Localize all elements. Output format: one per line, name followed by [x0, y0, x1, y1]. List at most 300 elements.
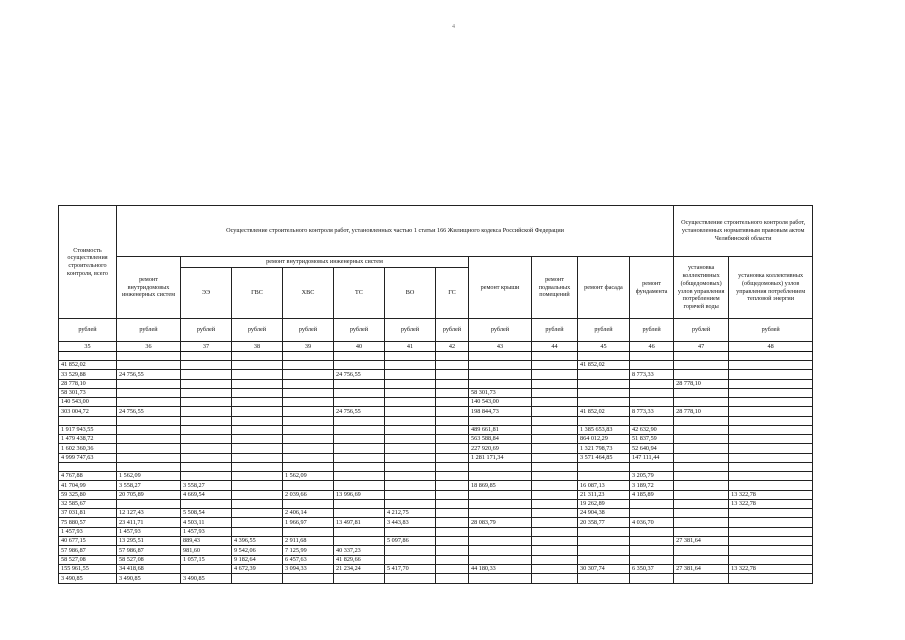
table-cell: 3 571 464,85 [578, 453, 630, 462]
unit-cell: рублей [181, 319, 232, 342]
table-cell: 3 558,27 [117, 481, 181, 490]
table-row [59, 407, 813, 416]
unit-cell: рублей [334, 319, 385, 342]
table-cell [436, 435, 469, 444]
table-cell [469, 462, 532, 471]
table-cell: 1 602 360,36 [59, 444, 117, 453]
table-cell: 1 457,93 [181, 527, 232, 536]
table-cell [630, 574, 674, 583]
table-cell: 33 529,88 [59, 370, 117, 379]
table-cell: 303 004,72 [59, 407, 117, 416]
table-cell [117, 462, 181, 471]
table-cell [232, 407, 283, 416]
table-cell [436, 499, 469, 508]
table-cell: 23 411,71 [117, 518, 181, 527]
page-mark: 4 [452, 24, 455, 30]
table-cell [436, 388, 469, 397]
table-cell [385, 398, 436, 407]
unit-cell: рублей [469, 319, 532, 342]
table-cell [232, 453, 283, 462]
table-cell [578, 471, 630, 480]
table-cell [436, 471, 469, 480]
table-cell: 13 497,81 [334, 518, 385, 527]
table-cell [436, 416, 469, 425]
table-cell: 1 281 171,34 [469, 453, 532, 462]
table-cell [117, 361, 181, 370]
table-cell [578, 462, 630, 471]
table-cell [469, 490, 532, 499]
table-cell [674, 527, 729, 536]
table-row [59, 453, 813, 462]
header-engineering-systems: ремонт внутридомовых инженерных систем [181, 257, 469, 268]
table-cell [385, 453, 436, 462]
table-cell [232, 388, 283, 397]
table-row [59, 379, 813, 388]
table-cell [532, 444, 578, 453]
table-cell [436, 564, 469, 573]
table-cell [117, 453, 181, 462]
table-cell [283, 352, 334, 361]
table-cell [334, 499, 385, 508]
table-cell: 4 669,54 [181, 490, 232, 499]
table-cell: 3 443,83 [385, 518, 436, 527]
table-cell [385, 407, 436, 416]
table-row [59, 370, 813, 379]
table-cell [385, 471, 436, 480]
table-row [59, 471, 813, 480]
header-hvs: ХВС [283, 268, 334, 319]
table-cell [436, 407, 469, 416]
table-cell: 40 677,15 [59, 537, 117, 546]
table-cell [578, 527, 630, 536]
table-cell: 5 097,86 [385, 537, 436, 546]
table-cell [578, 537, 630, 546]
table-cell: 9 542,06 [232, 546, 283, 555]
column-number: 42 [436, 342, 469, 352]
table-cell: 3 205,79 [630, 471, 674, 480]
table-cell [436, 361, 469, 370]
table-cell: 24 756,55 [117, 370, 181, 379]
table-cell: 3 094,33 [283, 564, 334, 573]
table-cell [630, 527, 674, 536]
table-cell [283, 388, 334, 397]
table-cell [283, 370, 334, 379]
column-number: 44 [532, 342, 578, 352]
table-cell [436, 537, 469, 546]
table-cell [436, 527, 469, 536]
table-cell [181, 453, 232, 462]
table-cell [674, 352, 729, 361]
table-cell [729, 398, 813, 407]
table-cell [729, 435, 813, 444]
table-row [59, 416, 813, 425]
table-cell: 16 087,13 [578, 481, 630, 490]
table-cell: 155 961,55 [59, 564, 117, 573]
table-row [59, 398, 813, 407]
column-number: 46 [630, 342, 674, 352]
table-cell [532, 518, 578, 527]
table-cell [469, 527, 532, 536]
table-cell [385, 416, 436, 425]
table-cell [181, 398, 232, 407]
table-cell [232, 527, 283, 536]
table-cell [117, 425, 181, 434]
table-cell [385, 462, 436, 471]
table-cell [436, 453, 469, 462]
table-cell [385, 425, 436, 434]
table-cell [630, 546, 674, 555]
table-cell: 13 996,69 [334, 490, 385, 499]
table-cell [532, 361, 578, 370]
table-cell [674, 555, 729, 564]
table-cell [532, 352, 578, 361]
header-facade: ремонт фасада [578, 257, 630, 319]
table-cell [436, 379, 469, 388]
table-cell [117, 398, 181, 407]
table-cell [532, 509, 578, 518]
table-cell [232, 416, 283, 425]
table-cell: 4 672,39 [232, 564, 283, 573]
table-cell: 41 704,99 [59, 481, 117, 490]
table-cell [232, 490, 283, 499]
table-cell [232, 471, 283, 480]
column-number: 38 [232, 342, 283, 352]
table-cell [630, 537, 674, 546]
table-cell: 58 301,73 [469, 388, 532, 397]
table-cell [469, 499, 532, 508]
table-cell: 4 767,88 [59, 471, 117, 480]
table-cell [283, 361, 334, 370]
table-cell [436, 462, 469, 471]
table-cell [334, 425, 385, 434]
table-cell: 4 999 747,63 [59, 453, 117, 462]
table-cell [729, 555, 813, 564]
column-number: 35 [59, 342, 117, 352]
table-cell [385, 379, 436, 388]
table-cell [532, 388, 578, 397]
table-cell [334, 379, 385, 388]
table-cell [674, 361, 729, 370]
table-cell [674, 370, 729, 379]
table-cell: 9 182,64 [232, 555, 283, 564]
unit-cell: рублей [578, 319, 630, 342]
table-cell [729, 481, 813, 490]
table-cell [385, 481, 436, 490]
table-cell [283, 379, 334, 388]
table-cell [729, 370, 813, 379]
table-cell [436, 546, 469, 555]
table-cell [334, 388, 385, 397]
unit-cell: рублей [674, 319, 729, 342]
table-cell [283, 435, 334, 444]
table-row [59, 481, 813, 490]
table-cell [334, 361, 385, 370]
table-cell [334, 398, 385, 407]
table-cell [232, 425, 283, 434]
table-cell: 12 127,43 [117, 509, 181, 518]
table-cell [117, 379, 181, 388]
table-cell [385, 527, 436, 536]
table-cell: 1 917 943,55 [59, 425, 117, 434]
table-cell: 37 031,81 [59, 509, 117, 518]
table-row [59, 564, 813, 573]
table-cell [729, 407, 813, 416]
table-cell: 58 301,73 [59, 388, 117, 397]
table-cell: 58 527,08 [59, 555, 117, 564]
table-cell: 24 756,55 [117, 407, 181, 416]
table-cell [181, 462, 232, 471]
table-cell [232, 352, 283, 361]
table-cell [729, 453, 813, 462]
unit-cell: рублей [532, 319, 578, 342]
table-cell [532, 425, 578, 434]
table-cell [674, 574, 729, 583]
table-cell [729, 471, 813, 480]
table-cell [232, 398, 283, 407]
table-cell [181, 471, 232, 480]
table-cell: 13 322,78 [729, 490, 813, 499]
table-cell [674, 546, 729, 555]
table-cell [532, 555, 578, 564]
table-cell [674, 509, 729, 518]
table-cell: 58 527,08 [117, 555, 181, 564]
table-cell [283, 481, 334, 490]
cost-table [58, 205, 813, 584]
table-cell: 24 904,38 [578, 509, 630, 518]
table-cell: 41 852,02 [578, 361, 630, 370]
table-cell [469, 352, 532, 361]
table-cell [578, 388, 630, 397]
table-cell [674, 435, 729, 444]
table-cell [283, 444, 334, 453]
table-cell [532, 564, 578, 573]
table-cell [436, 444, 469, 453]
column-number: 40 [334, 342, 385, 352]
table-cell [532, 398, 578, 407]
table-cell [385, 546, 436, 555]
table-cell [334, 462, 385, 471]
table-row [59, 546, 813, 555]
table-cell [334, 537, 385, 546]
table-cell: 1 385 653,83 [578, 425, 630, 434]
table-cell [334, 471, 385, 480]
table-cell [385, 574, 436, 583]
table-cell: 18 869,85 [469, 481, 532, 490]
table-cell: 8 773,33 [630, 407, 674, 416]
table-cell: 7 125,99 [283, 546, 334, 555]
table-cell [181, 435, 232, 444]
unit-cell: рублей [283, 319, 334, 342]
table-cell [729, 546, 813, 555]
table-cell: 140 543,00 [469, 398, 532, 407]
table-cell [630, 555, 674, 564]
table-cell [729, 527, 813, 536]
table-cell [630, 509, 674, 518]
table-cell [232, 499, 283, 508]
column-number: 37 [181, 342, 232, 352]
table-cell: 5 417,70 [385, 564, 436, 573]
table-cell [532, 527, 578, 536]
table-cell: 8 773,33 [630, 370, 674, 379]
table-cell: 13 295,51 [117, 537, 181, 546]
table-cell: 563 588,84 [469, 435, 532, 444]
table-cell [729, 388, 813, 397]
header-heat-units: установка коллективных (общедомовых) узлов управления потреблением тепловой энергии [729, 257, 813, 319]
table-cell [334, 481, 385, 490]
table-cell [674, 416, 729, 425]
unit-cell: рублей [436, 319, 469, 342]
table-cell [729, 361, 813, 370]
table-cell: 34 418,68 [117, 564, 181, 573]
table-cell [181, 379, 232, 388]
table-cell: 1 457,93 [59, 527, 117, 536]
table-cell [729, 462, 813, 471]
table-cell [729, 425, 813, 434]
table-row [59, 462, 813, 471]
table-row [59, 352, 813, 361]
table-row [59, 425, 813, 434]
table-cell: 227 920,69 [469, 444, 532, 453]
table-cell [232, 462, 283, 471]
table-cell [674, 398, 729, 407]
table-cell [532, 462, 578, 471]
table-cell: 4 503,11 [181, 518, 232, 527]
table-cell: 1 457,93 [117, 527, 181, 536]
table-cell [283, 425, 334, 434]
table-cell [532, 407, 578, 416]
table-cell: 44 180,33 [469, 564, 532, 573]
table-cell [232, 370, 283, 379]
table-cell [674, 471, 729, 480]
table-cell [436, 481, 469, 490]
table-cell [436, 398, 469, 407]
table-cell: 27 381,64 [674, 537, 729, 546]
table-cell: 42 632,90 [630, 425, 674, 434]
table-cell [181, 444, 232, 453]
table-cell [469, 361, 532, 370]
table-cell: 1 479 438,72 [59, 435, 117, 444]
unit-cell: рублей [59, 319, 117, 342]
table-cell: 1 562,09 [117, 471, 181, 480]
table-cell: 21 311,23 [578, 490, 630, 499]
table-cell [532, 481, 578, 490]
header-cost-total: Стоимость осуществления строительного контроля, всего [59, 206, 117, 319]
table-cell [59, 462, 117, 471]
table-cell: 1 966,97 [283, 518, 334, 527]
table-cell [532, 537, 578, 546]
table-cell [630, 416, 674, 425]
table-cell: 3 490,85 [117, 574, 181, 583]
table-cell [232, 518, 283, 527]
table-cell [181, 370, 232, 379]
table-cell: 198 844,73 [469, 407, 532, 416]
table-cell: 52 640,94 [630, 444, 674, 453]
table-cell [532, 435, 578, 444]
table-cell [674, 425, 729, 434]
header-side-group: Осуществление строительного контроля работ, установленных нормативным правовым актом Челябинской области [674, 206, 813, 257]
table-cell: 489 661,81 [469, 425, 532, 434]
table-cell [729, 574, 813, 583]
header-ts: ТС [334, 268, 385, 319]
header-basement: ремонт подвальных помещений [532, 257, 578, 319]
table-cell [117, 352, 181, 361]
table-cell: 2 911,68 [283, 537, 334, 546]
table-cell: 21 234,24 [334, 564, 385, 573]
table-cell [232, 509, 283, 518]
table-cell: 3 189,72 [630, 481, 674, 490]
table-cell [532, 453, 578, 462]
header-foundation: ремонт фундамента [630, 257, 674, 319]
table-cell [385, 352, 436, 361]
header-gs: ГС [436, 268, 469, 319]
table-cell [630, 388, 674, 397]
table-cell [674, 490, 729, 499]
unit-cell: рублей [117, 319, 181, 342]
table-cell [334, 527, 385, 536]
table-cell [436, 490, 469, 499]
table-cell [59, 352, 117, 361]
table-cell [532, 379, 578, 388]
table-cell: 4 036,70 [630, 518, 674, 527]
table-cell [674, 444, 729, 453]
table-cell [674, 499, 729, 508]
header-vo: ВО [385, 268, 436, 319]
table-cell: 2 039,66 [283, 490, 334, 499]
table-cell [532, 471, 578, 480]
table-cell [469, 574, 532, 583]
table-cell [729, 537, 813, 546]
table-cell [283, 499, 334, 508]
column-number: 48 [729, 342, 813, 352]
table-cell: 140 543,00 [59, 398, 117, 407]
table-cell: 1 562,09 [283, 471, 334, 480]
table-cell [283, 527, 334, 536]
table-cell [117, 499, 181, 508]
table-cell: 40 337,23 [334, 546, 385, 555]
table-cell [532, 499, 578, 508]
header-roof: ремонт крыши [469, 257, 532, 319]
table-cell: 147 111,44 [630, 453, 674, 462]
table-row [59, 490, 813, 499]
table-cell: 5 508,54 [181, 509, 232, 518]
table-cell [469, 370, 532, 379]
table-cell: 6 350,37 [630, 564, 674, 573]
table-cell [385, 435, 436, 444]
table-cell [385, 490, 436, 499]
table-cell: 27 381,64 [674, 564, 729, 573]
table-cell [578, 546, 630, 555]
table-cell [630, 499, 674, 508]
table-cell [385, 444, 436, 453]
table-cell: 3 558,27 [181, 481, 232, 490]
table-cell [674, 388, 729, 397]
table-cell: 30 307,74 [578, 564, 630, 573]
table-cell [436, 555, 469, 564]
table-cell: 6 457,63 [283, 555, 334, 564]
table-cell: 2 406,14 [283, 509, 334, 518]
table-cell [729, 352, 813, 361]
table-row [59, 388, 813, 397]
table-cell [385, 361, 436, 370]
table-row [59, 435, 813, 444]
table-cell: 51 837,59 [630, 435, 674, 444]
table-cell [181, 499, 232, 508]
table-cell [578, 398, 630, 407]
table-cell [532, 546, 578, 555]
table-cell [436, 518, 469, 527]
unit-cell: рублей [385, 319, 436, 342]
column-numbers-row [59, 342, 813, 352]
